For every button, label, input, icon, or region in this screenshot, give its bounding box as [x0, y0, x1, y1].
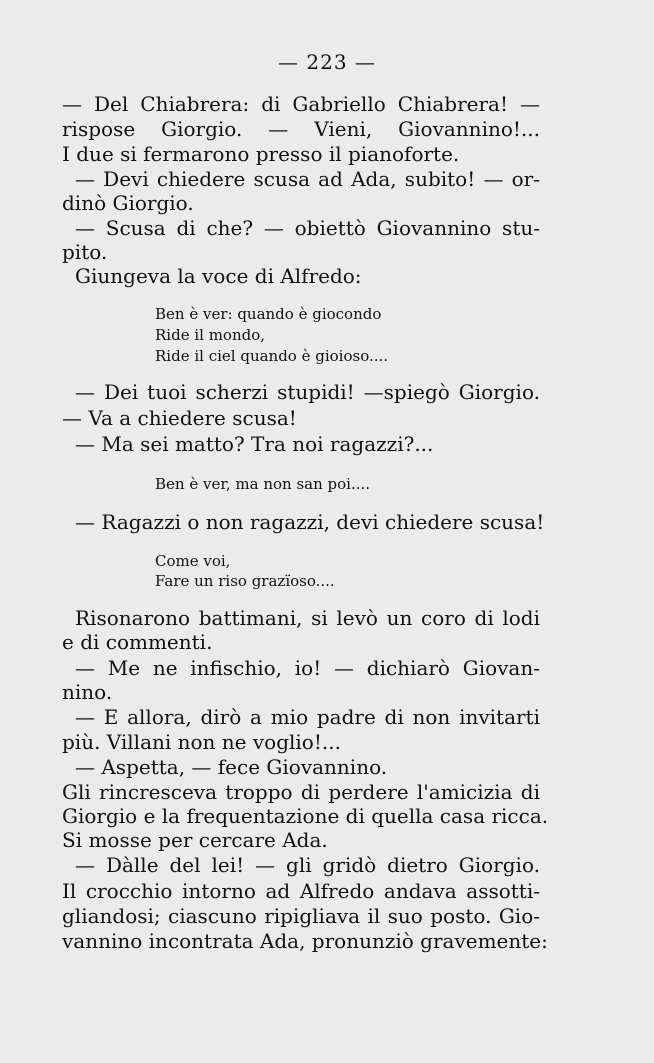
text-line: Giungeva la voce di Alfredo:: [75, 264, 362, 288]
verse-line: Fare un riso grazïoso....: [155, 572, 335, 590]
text-line: — Dei tuoi scherzi stupidi! —spiegò Giorgio.: [75, 380, 540, 404]
text-line: Risonarono battimani, si levò un coro di lodi: [75, 606, 540, 630]
verse-line: Ride il ciel quando è gioioso....: [155, 347, 389, 365]
text-line: Giorgio e la frequentazione di quella casa ricca.: [62, 804, 549, 828]
verse-line: Ben è ver, ma non san poi....: [155, 475, 371, 493]
verse-line: Ben è ver: quando è giocondo: [155, 305, 382, 323]
text-line: — Ragazzi o non ragazzi, devi chiedere scusa!: [75, 510, 545, 534]
text-line: gliandosi; ciascuno ripigliava il suo posto. Gio-: [62, 904, 540, 928]
text-line: — Del Chiabrera: di Gabriello Chiabrera! —: [62, 92, 540, 116]
text-line: più. Villani non ne voglio!...: [62, 730, 341, 754]
text-line: — Scusa di che? — obiettò Giovannino stu-: [75, 216, 540, 240]
verse-line: Ride il mondo,: [155, 326, 266, 344]
text-line: — E allora, dirò a mio padre di non invitarti: [75, 705, 540, 729]
text-line: I due si fermarono presso il pianoforte.: [62, 142, 460, 166]
text-line: — Dàlle del lei! — gli gridò dietro Giorgio.: [75, 853, 540, 877]
text-line: — Va a chiedere scusa!: [62, 406, 297, 430]
text-line: nino.: [62, 680, 113, 704]
page-number: — 223 —: [278, 50, 376, 74]
text-line: Si mosse per cercare Ada.: [62, 828, 328, 852]
verse-line: Come voi,: [155, 552, 231, 570]
text-line: — Devi chiedere scusa ad Ada, subito! — or-: [75, 167, 540, 191]
text-line: dinò Giorgio.: [62, 191, 194, 215]
text-line: e di commenti.: [62, 630, 213, 654]
text-line: pito.: [62, 240, 108, 264]
text-line: Gli rincresceva troppo di perdere l'amicizia di: [62, 780, 540, 804]
text-line: — Ma sei matto? Tra noi ragazzi?...: [75, 432, 434, 456]
text-line: Il crocchio intorno ad Alfredo andava assotti-: [62, 879, 540, 903]
text-line: rispose Giorgio. — Vieni, Giovannino!...: [62, 117, 540, 141]
text-line: vannino incontrata Ada, pronunziò gravemente:: [62, 929, 548, 953]
text-line: — Me ne infischio, io! — dichiarò Giovan-: [75, 656, 540, 680]
text-line: — Aspetta, — fece Giovannino.: [75, 755, 388, 779]
